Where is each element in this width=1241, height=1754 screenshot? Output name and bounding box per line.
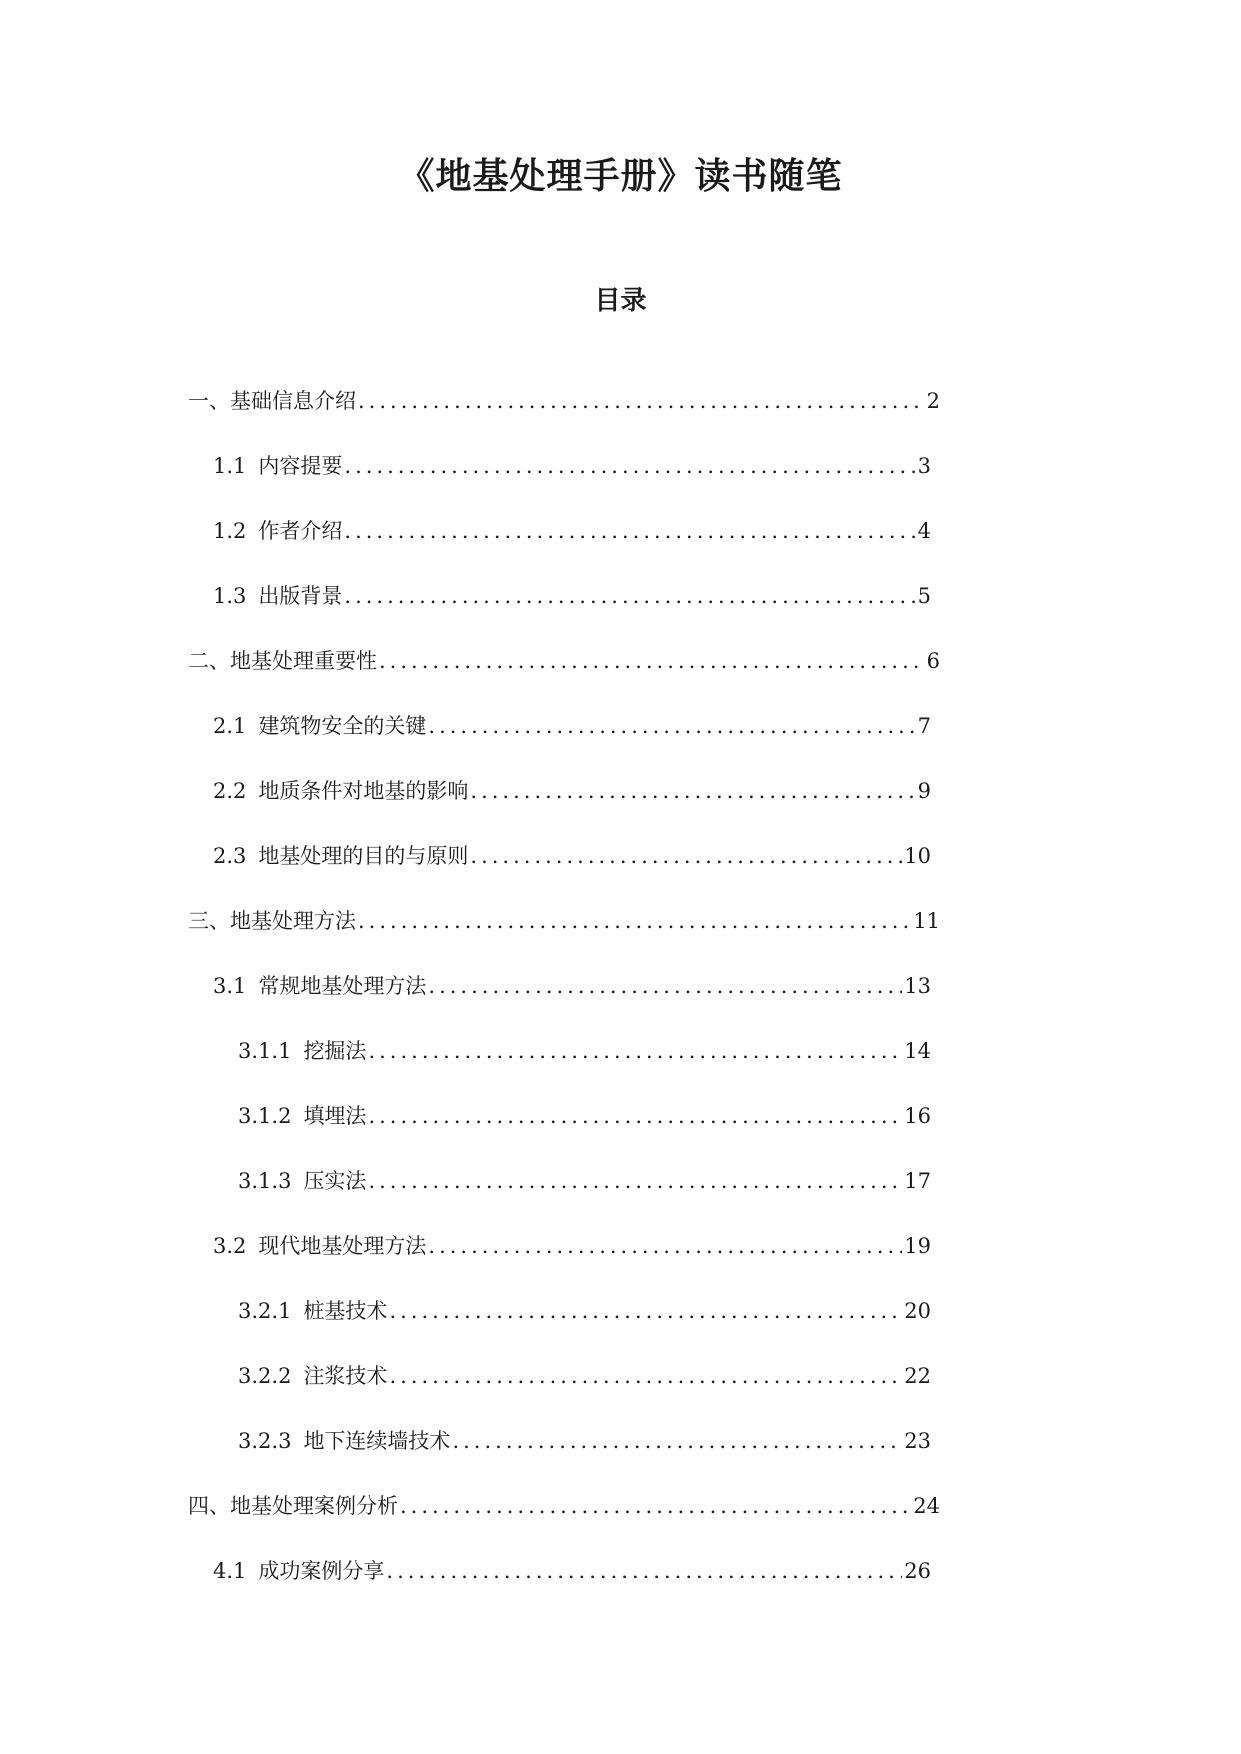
toc-entry-label: 一、基础信息介绍 bbox=[188, 389, 356, 413]
toc-heading: 目录 bbox=[594, 286, 647, 316]
toc-entry-label: 地下连续墙技术 bbox=[303, 1429, 451, 1453]
toc-entry[interactable] bbox=[188, 516, 948, 581]
toc-dot-leader bbox=[344, 581, 915, 611]
toc-entry-page-number: 3 bbox=[917, 454, 931, 478]
toc-entry-line bbox=[238, 1036, 931, 1066]
toc-entry-label: 成功案例分享 bbox=[258, 1559, 385, 1583]
toc-entry-label: 出版背景 bbox=[258, 584, 343, 608]
toc-dot-leader bbox=[389, 1296, 902, 1326]
toc-entry-line bbox=[238, 1426, 931, 1456]
toc-dot-leader bbox=[358, 386, 925, 416]
toc-entry-line bbox=[213, 581, 931, 611]
toc-dot-leader bbox=[470, 776, 915, 806]
toc-entry-label: 现代地基处理方法 bbox=[258, 1234, 427, 1258]
toc-entry-line bbox=[238, 1101, 931, 1131]
toc-entry-label: 建筑物安全的关键 bbox=[258, 714, 427, 738]
toc-entry[interactable] bbox=[188, 971, 948, 1036]
toc-entry-page-number: 19 bbox=[904, 1234, 931, 1258]
toc-entry-line bbox=[213, 1231, 931, 1261]
toc-entry[interactable] bbox=[188, 906, 948, 971]
toc-entry-label: 桩基技术 bbox=[303, 1299, 388, 1323]
toc-dot-leader bbox=[452, 1426, 902, 1456]
toc-entry-number: 4.1 bbox=[213, 1559, 247, 1583]
toc-entry[interactable] bbox=[188, 646, 948, 711]
toc-entry-label: 地质条件对地基的影响 bbox=[258, 779, 469, 803]
toc-entry-number: 2.1 bbox=[213, 714, 247, 738]
toc-entry-number: 3.2.3 bbox=[238, 1429, 292, 1453]
toc-entry-page-number: 24 bbox=[913, 1494, 940, 1518]
toc-entry-page-number: 9 bbox=[917, 779, 931, 803]
toc-entry[interactable] bbox=[188, 581, 948, 646]
toc-entry-number: 3.1.3 bbox=[238, 1169, 292, 1193]
toc-entry-page-number: 11 bbox=[913, 909, 940, 933]
toc-entry-line bbox=[238, 1296, 931, 1326]
toc-entry-line bbox=[238, 1166, 931, 1196]
toc-entry[interactable] bbox=[188, 841, 948, 906]
toc-entry-page-number: 20 bbox=[904, 1299, 931, 1323]
toc-entry-line bbox=[238, 1361, 931, 1391]
toc-entry[interactable] bbox=[188, 1491, 948, 1556]
toc-entry-number: 3.1.2 bbox=[238, 1104, 292, 1128]
toc-entry-line bbox=[188, 646, 940, 676]
toc-entry-line bbox=[213, 516, 931, 546]
toc-entry-label: 四、地基处理案例分析 bbox=[188, 1494, 398, 1518]
toc-entry[interactable] bbox=[188, 776, 948, 841]
toc-entry-label: 二、地基处理重要性 bbox=[188, 649, 377, 673]
toc-entry-number: 3.2.2 bbox=[238, 1364, 292, 1388]
toc-entry-line bbox=[213, 451, 931, 481]
toc-entry-page-number: 17 bbox=[904, 1169, 931, 1193]
toc-entry[interactable] bbox=[188, 386, 948, 451]
toc-entry[interactable] bbox=[188, 1101, 948, 1166]
toc-entry-line bbox=[188, 906, 940, 936]
toc-entry-label: 填埋法 bbox=[303, 1104, 367, 1128]
toc-entry-number: 3.2 bbox=[213, 1234, 247, 1258]
toc-entry-page-number: 26 bbox=[904, 1559, 931, 1583]
toc-entry-page-number: 4 bbox=[917, 519, 931, 543]
toc-entry-page-number: 10 bbox=[904, 844, 931, 868]
toc-dot-leader bbox=[358, 906, 911, 936]
toc-entry[interactable] bbox=[188, 1556, 948, 1621]
toc-entry-label: 三、地基处理方法 bbox=[188, 909, 356, 933]
toc-entry-line bbox=[213, 711, 931, 741]
toc-entry-page-number: 7 bbox=[917, 714, 931, 738]
toc-dot-leader bbox=[386, 1556, 902, 1586]
toc-entry-line bbox=[213, 971, 931, 1001]
toc-entry[interactable] bbox=[188, 1231, 948, 1296]
toc-entry-label: 内容提要 bbox=[258, 454, 343, 478]
toc-entry-line bbox=[213, 776, 931, 806]
toc-entry-page-number: 23 bbox=[904, 1429, 931, 1453]
toc-entry-page-number: 5 bbox=[917, 584, 931, 608]
toc-entry-number: 1.1 bbox=[213, 454, 247, 478]
toc-dot-leader bbox=[368, 1036, 902, 1066]
toc-entry[interactable] bbox=[188, 711, 948, 776]
toc-entry[interactable] bbox=[188, 1361, 948, 1426]
toc-entry-page-number: 2 bbox=[926, 389, 940, 413]
toc-entry-label: 注浆技术 bbox=[303, 1364, 388, 1388]
toc-dot-leader bbox=[428, 971, 902, 1001]
toc-entry-number: 1.3 bbox=[213, 584, 247, 608]
toc-entry-label: 压实法 bbox=[303, 1169, 367, 1193]
toc-entry-page-number: 6 bbox=[926, 649, 940, 673]
toc-dot-leader bbox=[344, 451, 915, 481]
toc-entry[interactable] bbox=[188, 1166, 948, 1231]
toc-entry[interactable] bbox=[188, 451, 948, 516]
toc-entry-line bbox=[213, 1556, 931, 1586]
toc-entry[interactable] bbox=[188, 1426, 948, 1491]
document-title: 《地基处理手册》读书随笔 bbox=[398, 155, 843, 197]
toc-entry[interactable] bbox=[188, 1036, 948, 1101]
toc-entry-page-number: 14 bbox=[904, 1039, 931, 1063]
toc-dot-leader bbox=[368, 1101, 902, 1131]
toc-dot-leader bbox=[428, 1231, 902, 1261]
toc-dot-leader bbox=[470, 841, 902, 871]
toc-dot-leader bbox=[368, 1166, 902, 1196]
toc-dot-leader bbox=[379, 646, 925, 676]
toc-entry-number: 1.2 bbox=[213, 519, 247, 543]
toc-entry-number: 3.1 bbox=[213, 974, 247, 998]
toc-entry-line bbox=[188, 386, 940, 416]
toc-dot-leader bbox=[400, 1491, 911, 1521]
toc-entry-number: 3.1.1 bbox=[238, 1039, 292, 1063]
toc-entry-label: 挖掘法 bbox=[303, 1039, 367, 1063]
toc-entry[interactable] bbox=[188, 1296, 948, 1361]
toc-entry-label: 作者介绍 bbox=[258, 519, 343, 543]
toc-entry-line bbox=[188, 1491, 940, 1521]
toc-entry-page-number: 13 bbox=[904, 974, 931, 998]
table-of-contents bbox=[188, 386, 948, 1621]
toc-entry-label: 地基处理的目的与原则 bbox=[258, 844, 469, 868]
toc-entry-page-number: 16 bbox=[904, 1104, 931, 1128]
toc-dot-leader bbox=[389, 1361, 902, 1391]
toc-entry-number: 2.3 bbox=[213, 844, 247, 868]
toc-entry-label: 常规地基处理方法 bbox=[258, 974, 427, 998]
toc-entry-line bbox=[213, 841, 931, 871]
toc-entry-number: 3.2.1 bbox=[238, 1299, 292, 1323]
toc-entry-page-number: 22 bbox=[904, 1364, 931, 1388]
toc-entry-number: 2.2 bbox=[213, 779, 247, 803]
toc-dot-leader bbox=[428, 711, 915, 741]
toc-dot-leader bbox=[344, 516, 915, 546]
